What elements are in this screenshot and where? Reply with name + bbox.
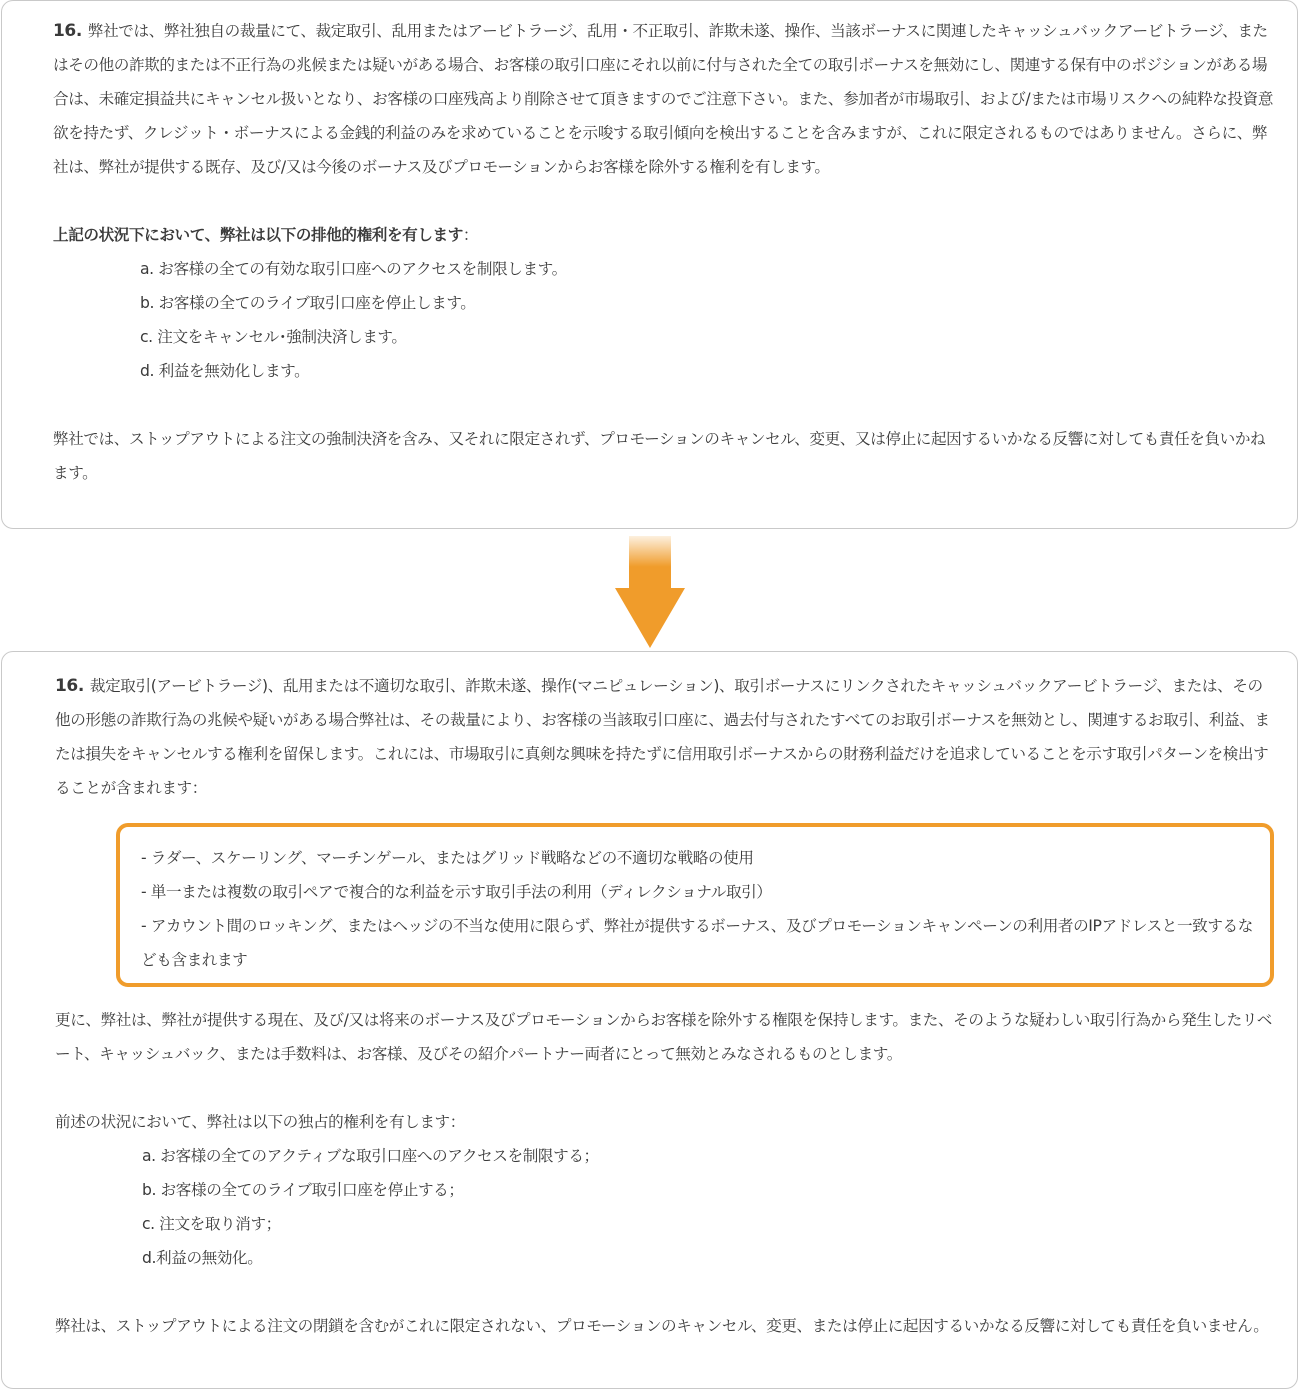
- before-paragraph-1-text: 弊社では、弊社独自の裁量にて、裁定取引、乱用またはアービトラージ、乱用・不正取引、詐欺未遂、操作、当該ボーナスに関連したキャッシュバックアービトラージ、またはその他の詐欺的または不正行為の兆候または疑いがある場合、お客様の取引口座にそれ以前に付与された全ての取引ボーナスを無効にし、関連する保有中のポジションがある場合は、未確定損益共にキャンセル扱いとなり、お客様の口座残高より削除させて頂きますのでご注意下さい。また、参加者が市場取引、および/または市場リスクへの純粋な投資意欲を持たず、クレジット・ボーナスによる金銭的利益のみを求めていることを示唆する取引傾向を検出することを含みますが、これに限定されるものではありません。さらに、弊社は、弊社が提供する既存、及び/又は今後のボーナス及びプロモーションからお客様を除外する権利を有します。: [53, 22, 1274, 176]
- before-rights-heading-text: 上記の状況下において、弊社は以下の排他的権利を有します: [53, 226, 463, 244]
- list-item: - アカウント間のロッキング、またはヘッジの不当な使用に限らず、弊社が提供するボーナス、及びプロモーションキャンペーンの利用者のIPアドレスと一致するなども含まれます: [141, 917, 1253, 969]
- highlight-box: [116, 823, 1274, 987]
- list-item: d. 利益を無効化します。: [140, 362, 310, 380]
- before-rights-list: [140, 252, 1275, 388]
- clause-number: 16.: [53, 21, 82, 41]
- list-item: - ラダー、スケーリング、マーチンゲール、またはグリッド戦略などの不適切な戦略の使用: [141, 849, 754, 867]
- down-arrow-icon: [615, 536, 685, 650]
- after-paragraph-1: [55, 669, 1275, 805]
- after-closing: 弊社は、ストップアウトによる注文の閉鎖を含むがこれに限定されない、プロモーションのキャンセル、変更、または停止に起因するいかなる反響に対しても責任を負いません。: [55, 1317, 1269, 1335]
- before-rights-heading-colon: ：: [462, 226, 479, 244]
- list-item: c. 注文を取り消す；: [142, 1215, 281, 1233]
- after-rights-heading: 前述の状況において、弊社は以下の独占的権利を有します：: [55, 1113, 465, 1131]
- before-paragraph-1: [53, 14, 1275, 184]
- list-item: - 単一または複数の取引ペアで複合的な利益を示す取引手法の利用（ディレクショナル取引）: [141, 883, 772, 901]
- after-paragraph-1-text: 裁定取引(アービトラージ)、乱用または不適切な取引、詐欺未遂、操作(マニピュレーション)、取引ボーナスにリンクされたキャッシュバックアービトラージ、または、その他の形態の詐欺行為の兆候や疑いがある場合弊社は、その裁量により、お客様の当該取引口座に、過去付与されたすべてのお取引ボーナスを無効とし、関連するお取引、利益、または損失をキャンセルする権利を留保します。これには、市場取引に真剣な興味を持たずに信用取引ボーナスからの財務利益だけを追求していることを示す取引パターンを検出することが含まれます：: [55, 677, 1270, 797]
- list-item: a. お客様の全てのアクティブな取引口座へのアクセスを制限する；: [142, 1147, 599, 1165]
- list-item: b. お客様の全てのライブ取引口座を停止します。: [140, 294, 476, 312]
- after-paragraph-2: 更に、弊社は、弊社が提供する現在、及び/又は将来のボーナス及びプロモーションからお客様を除外する権限を保持します。また、そのような疑わしい取引行為から発生したリベート、キャッシュバック、または手数料は、お客様、及びその紹介パートナー両者にとって無効とみなされるものとします。: [55, 1011, 1272, 1063]
- before-closing: 弊社では、ストップアウトによる注文の強制決済を含み、又それに限定されず、プロモーションのキャンセル、変更、又は停止に起因するいかなる反響に対しても責任を負いかねます。: [53, 430, 1266, 482]
- before-panel: [1, 0, 1298, 529]
- after-panel: [1, 651, 1298, 1389]
- before-rights-heading: [53, 218, 1275, 252]
- clause-number: 16.: [55, 676, 84, 696]
- list-item: c. 注文をキャンセル･強制決済します。: [140, 328, 407, 346]
- list-item: a. お客様の全ての有効な取引口座へのアクセスを制限します。: [140, 260, 567, 278]
- list-item: b. お客様の全てのライブ取引口座を停止する；: [142, 1181, 464, 1199]
- after-rights-list: [142, 1139, 1275, 1275]
- list-item: d.利益の無効化。: [142, 1249, 263, 1267]
